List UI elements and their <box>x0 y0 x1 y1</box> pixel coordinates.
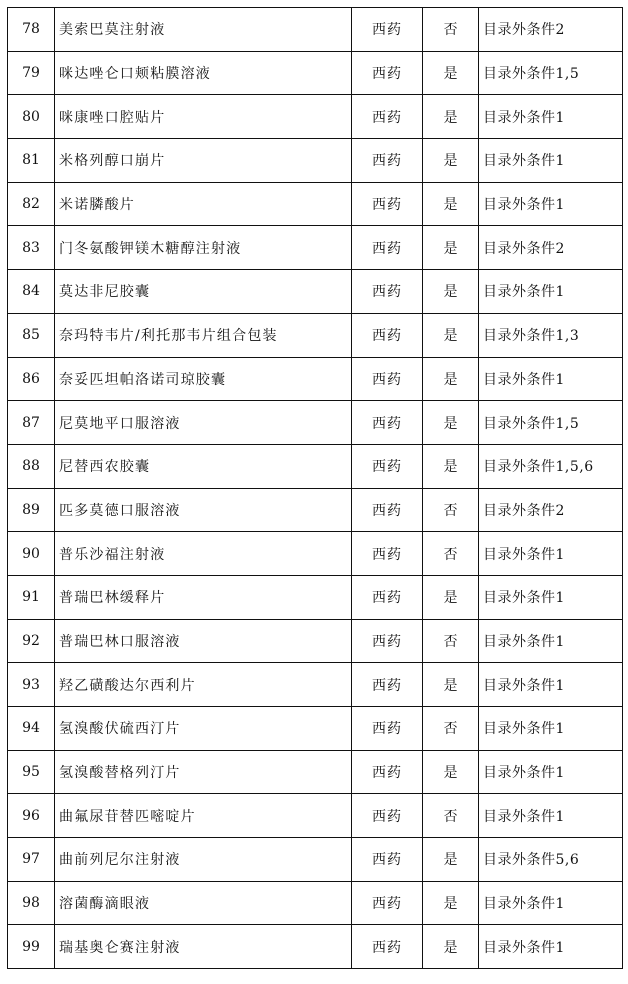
drug-type-cell: 西药 <box>352 51 423 95</box>
drug-name-cell: 普瑞巴林口服溶液 <box>55 619 352 663</box>
condition-cell: 目录外条件2 <box>479 226 623 270</box>
row-number-cell: 86 <box>8 357 55 401</box>
row-number-cell: 84 <box>8 270 55 314</box>
table-row <box>8 357 623 401</box>
table-row <box>8 95 623 139</box>
row-number-cell: 80 <box>8 95 55 139</box>
row-number-cell: 79 <box>8 51 55 95</box>
flag-cell: 否 <box>423 488 479 532</box>
flag-cell: 是 <box>423 401 479 445</box>
flag-cell: 是 <box>423 444 479 488</box>
flag-cell: 是 <box>423 270 479 314</box>
drug-type-cell: 西药 <box>352 139 423 183</box>
condition-cell: 目录外条件1 <box>479 139 623 183</box>
condition-cell: 目录外条件1 <box>479 750 623 794</box>
flag-cell: 是 <box>423 881 479 925</box>
table-row <box>8 226 623 270</box>
condition-cell: 目录外条件1,5 <box>479 401 623 445</box>
row-number-cell: 92 <box>8 619 55 663</box>
table-row <box>8 838 623 882</box>
drug-name-cell: 米格列醇口崩片 <box>55 139 352 183</box>
drug-name-cell: 奈玛特韦片/利托那韦片组合包装 <box>55 313 352 357</box>
drug-type-cell: 西药 <box>352 357 423 401</box>
drug-type-cell: 西药 <box>352 575 423 619</box>
table-row <box>8 270 623 314</box>
drug-type-cell: 西药 <box>352 270 423 314</box>
drug-name-cell: 曲前列尼尔注射液 <box>55 838 352 882</box>
drug-name-cell: 羟乙磺酸达尔西利片 <box>55 663 352 707</box>
drug-type-cell: 西药 <box>352 707 423 751</box>
condition-cell: 目录外条件1 <box>479 794 623 838</box>
row-number-cell: 89 <box>8 488 55 532</box>
condition-cell: 目录外条件5,6 <box>479 838 623 882</box>
row-number-cell: 82 <box>8 182 55 226</box>
drug-type-cell: 西药 <box>352 401 423 445</box>
row-number-cell: 90 <box>8 532 55 576</box>
drug-type-cell: 西药 <box>352 838 423 882</box>
table-body <box>8 8 623 969</box>
table-row <box>8 707 623 751</box>
drug-list-table <box>7 7 623 969</box>
row-number-cell: 93 <box>8 663 55 707</box>
row-number-cell: 78 <box>8 8 55 52</box>
drug-name-cell: 溶菌酶滴眼液 <box>55 881 352 925</box>
condition-cell: 目录外条件1 <box>479 707 623 751</box>
flag-cell: 是 <box>423 663 479 707</box>
row-number-cell: 83 <box>8 226 55 270</box>
drug-type-cell: 西药 <box>352 794 423 838</box>
table-row <box>8 401 623 445</box>
condition-cell: 目录外条件1 <box>479 925 623 969</box>
table-row <box>8 619 623 663</box>
flag-cell: 是 <box>423 357 479 401</box>
condition-cell: 目录外条件1 <box>479 182 623 226</box>
drug-type-cell: 西药 <box>352 8 423 52</box>
drug-type-cell: 西药 <box>352 226 423 270</box>
table-row <box>8 444 623 488</box>
flag-cell: 是 <box>423 182 479 226</box>
drug-type-cell: 西药 <box>352 313 423 357</box>
flag-cell: 是 <box>423 925 479 969</box>
table-row <box>8 575 623 619</box>
drug-name-cell: 氢溴酸替格列汀片 <box>55 750 352 794</box>
drug-name-cell: 匹多莫德口服溶液 <box>55 488 352 532</box>
flag-cell: 是 <box>423 575 479 619</box>
flag-cell: 是 <box>423 51 479 95</box>
row-number-cell: 91 <box>8 575 55 619</box>
drug-type-cell: 西药 <box>352 488 423 532</box>
condition-cell: 目录外条件1,3 <box>479 313 623 357</box>
table-row <box>8 51 623 95</box>
flag-cell: 否 <box>423 532 479 576</box>
condition-cell: 目录外条件1,5,6 <box>479 444 623 488</box>
flag-cell: 是 <box>423 838 479 882</box>
row-number-cell: 85 <box>8 313 55 357</box>
drug-type-cell: 西药 <box>352 663 423 707</box>
flag-cell: 是 <box>423 226 479 270</box>
table-row <box>8 139 623 183</box>
drug-type-cell: 西药 <box>352 619 423 663</box>
drug-type-cell: 西药 <box>352 925 423 969</box>
drug-name-cell: 瑞基奥仑赛注射液 <box>55 925 352 969</box>
flag-cell: 否 <box>423 619 479 663</box>
drug-name-cell: 门冬氨酸钾镁木糖醇注射液 <box>55 226 352 270</box>
drug-type-cell: 西药 <box>352 95 423 139</box>
table-row <box>8 663 623 707</box>
drug-name-cell: 尼替西农胶囊 <box>55 444 352 488</box>
flag-cell: 是 <box>423 750 479 794</box>
drug-type-cell: 西药 <box>352 182 423 226</box>
condition-cell: 目录外条件1 <box>479 357 623 401</box>
table-row <box>8 488 623 532</box>
flag-cell: 否 <box>423 794 479 838</box>
flag-cell: 是 <box>423 313 479 357</box>
row-number-cell: 95 <box>8 750 55 794</box>
table-row <box>8 881 623 925</box>
row-number-cell: 99 <box>8 925 55 969</box>
condition-cell: 目录外条件1 <box>479 95 623 139</box>
drug-name-cell: 普瑞巴林缓释片 <box>55 575 352 619</box>
flag-cell: 是 <box>423 139 479 183</box>
condition-cell: 目录外条件1,5 <box>479 51 623 95</box>
drug-name-cell: 普乐沙福注射液 <box>55 532 352 576</box>
condition-cell: 目录外条件2 <box>479 488 623 532</box>
table-row <box>8 532 623 576</box>
flag-cell: 否 <box>423 8 479 52</box>
row-number-cell: 87 <box>8 401 55 445</box>
condition-cell: 目录外条件1 <box>479 881 623 925</box>
drug-name-cell: 尼莫地平口服溶液 <box>55 401 352 445</box>
flag-cell: 否 <box>423 707 479 751</box>
table-row <box>8 750 623 794</box>
drug-name-cell: 氢溴酸伏硫西汀片 <box>55 707 352 751</box>
condition-cell: 目录外条件1 <box>479 270 623 314</box>
row-number-cell: 97 <box>8 838 55 882</box>
drug-type-cell: 西药 <box>352 532 423 576</box>
table-row <box>8 8 623 52</box>
drug-type-cell: 西药 <box>352 881 423 925</box>
flag-cell: 是 <box>423 95 479 139</box>
drug-type-cell: 西药 <box>352 750 423 794</box>
table-row <box>8 925 623 969</box>
drug-name-cell: 美索巴莫注射液 <box>55 8 352 52</box>
drug-name-cell: 曲氟尿苷替匹嘧啶片 <box>55 794 352 838</box>
row-number-cell: 94 <box>8 707 55 751</box>
table-row <box>8 182 623 226</box>
drug-name-cell: 奈妥匹坦帕洛诺司琼胶囊 <box>55 357 352 401</box>
drug-name-cell: 莫达非尼胶囊 <box>55 270 352 314</box>
row-number-cell: 96 <box>8 794 55 838</box>
table-row <box>8 794 623 838</box>
drug-name-cell: 米诺膦酸片 <box>55 182 352 226</box>
condition-cell: 目录外条件1 <box>479 663 623 707</box>
drug-name-cell: 咪达唑仑口颊粘膜溶液 <box>55 51 352 95</box>
condition-cell: 目录外条件2 <box>479 8 623 52</box>
row-number-cell: 98 <box>8 881 55 925</box>
condition-cell: 目录外条件1 <box>479 619 623 663</box>
table-row <box>8 313 623 357</box>
row-number-cell: 81 <box>8 139 55 183</box>
drug-type-cell: 西药 <box>352 444 423 488</box>
row-number-cell: 88 <box>8 444 55 488</box>
condition-cell: 目录外条件1 <box>479 575 623 619</box>
condition-cell: 目录外条件1 <box>479 532 623 576</box>
drug-name-cell: 咪康唑口腔贴片 <box>55 95 352 139</box>
